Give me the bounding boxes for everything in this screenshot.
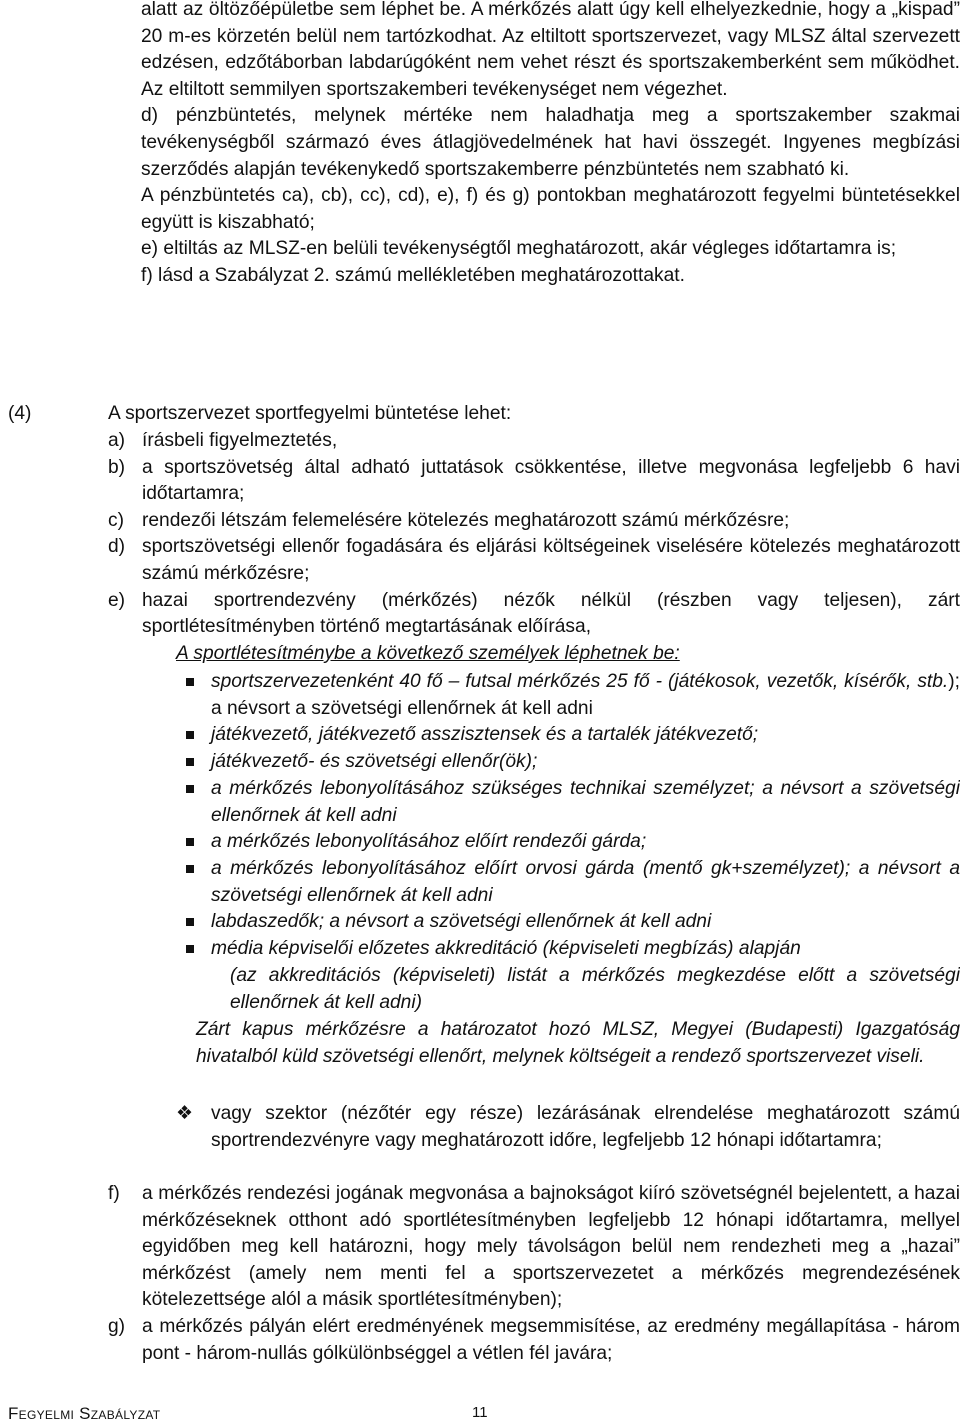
list-item: c) rendezői létszám felemelésére kötelezés meghatározott számú mérkőzésre; <box>108 509 790 531</box>
page-number: 11 <box>472 1404 488 1421</box>
square-bullet-icon <box>186 865 194 873</box>
square-bullet-icon <box>186 918 194 926</box>
bullet-item: játékvezető, játékvezető asszisztensek és a tartalék játékvezető; <box>176 722 960 749</box>
square-bullet-icon <box>186 678 194 686</box>
list-item: f) a mérkőzés rendezési jogának megvonása a bajnokságot kiíró szövetségnél bejelentett, a hazai mérkőzéseknek otthont adó sportlétesítményben legfeljebb 12 hónapi időtartamra, mellyel egyidőben meg kell határozni, hogy mely távolságon belül nem rendezheti meg a „hazai” mérkőzést (amely nem menti fel a sportszervezetet a mérkőzés megrendezésének kötelezettsége alól a másik sportlétesítményben); <box>108 1183 960 1311</box>
bullet-item: sportszervezetenként 40 fő – futsal mérkőzés 25 fő - (játékosok, vezetők, kísérők, stb.); a névsort a szövetségi ellenőrnek át kell adni <box>176 669 960 722</box>
list-item: e) hazai sportrendezvény (mérkőzés) nézők nélkül (részben vagy teljesen), zárt sportlétesítményben történő megtartásának előírása, <box>108 589 960 638</box>
square-bullet-icon <box>186 838 194 846</box>
section-number: (4) <box>8 403 32 424</box>
bullet-item-continuation: (az akkreditációs (képviseleti) listát a mérkőzés megkezdése előtt a szövetségi ellenőrnek át kell adni) <box>230 965 960 1013</box>
paragraph-d-penzbuntetes: d) pénzbüntetés, melynek mértéke nem haladhatja meg a sportszakember szakmai tevékenységből származó éves átlagjövedelmének hat havi összegét. Ingyenes megbízási szerződés alapján tevékenykedő sportszakemberre pénzbüntetés nem szabható ki. <box>141 105 960 180</box>
square-bullet-icon <box>186 945 194 953</box>
section-title: A sportszervezet sportfegyelmi büntetése lehet: <box>108 403 512 424</box>
penalty-list <box>108 428 960 641</box>
footer-title: Fegyelmi Szabályzat <box>8 1404 161 1423</box>
paragraph-penzbuntetes-combined: A pénzbüntetés ca), cb), cc), cd), e), f) és g) pontokban meghatározott fegyelmi büntetésekkel együtt is kiszabható; <box>141 185 960 233</box>
square-bullet-icon <box>186 785 194 793</box>
bullet-item: a mérkőzés lebonyolításához szükséges technikai személyzet; a névsort a szövetségi ellenőrnek át kell adni <box>176 776 960 829</box>
list-item: d) sportszövetségi ellenőr fogadására és eljárási költségeinek viselésére kötelezés meghatározott számú mérkőzésre; <box>108 536 960 584</box>
penalty-list-continued <box>108 1181 960 1367</box>
square-bullet-icon <box>186 758 194 766</box>
square-bullet-icon <box>186 731 194 739</box>
list-item: b) a sportszövetség által adható juttatások csökkentése, illetve megvonása legfeljebb 6 havi időtartamra; <box>108 456 960 505</box>
paragraph-eltiltas: alatt az öltözőépületbe sem léphet be. A mérkőzés alatt úgy kell elhelyezkednie, hogy a „kispad” 20 m-es körzetén belül nem tartózkodhat. Az eltiltott sportszervezet, vagy MLSZ által szervezett edzésen, edzőtáborban labdarúgóként nem vehet részt és sportszakemberként sem működhet. Az eltiltott semmilyen sportszakemberi tevékenységet nem végezhet. <box>141 0 960 100</box>
diamond-bullet-item: ❖ vagy szektor (nézőtér egy része) lezárásának elrendelése meghatározott számú sportrendezvényre vagy meghatározott időre, legfeljebb 12 hónapi időtartamra; <box>176 1103 960 1151</box>
section-4-heading <box>8 401 960 428</box>
list-item: a) írásbeli figyelmeztetés, <box>108 430 338 451</box>
bullet-item: a mérkőzés lebonyolításához előírt rendezői gárda; <box>176 829 960 856</box>
paragraph-f-lasd: f) lásd a Szabályzat 2. számú mellékletében meghatározottakat. <box>141 264 685 286</box>
intro-paragraph <box>141 0 960 290</box>
bullet-item: média képviselői előzetes akkreditáció (képviseleti megbízás) alapján <box>176 936 960 963</box>
list-item: g) a mérkőzés pályán elért eredményének megsemmisítése, az eredmény megállapítása - három pont - három-nullás gólkülönbséggel a vétlen fél javára; <box>108 1315 960 1364</box>
bullet-item: játékvezető- és szövetségi ellenőr(ök); <box>176 749 960 776</box>
bullet-item: labdaszedők; a névsort a szövetségi ellenőrnek át kell adni <box>176 909 960 936</box>
bullet-item: a mérkőzés lebonyolításához előírt orvosi gárda (mentő gk+személyzet); a névsort a szövetségi ellenőrnek át kell adni <box>176 856 960 909</box>
entry-allowed-heading: A sportlétesítménybe a következő személyek léphetnek be: <box>176 643 680 664</box>
closed-doors-note: Zárt kapus mérkőzésre a határozatot hozó MLSZ, Megyei (Budapesti) Igazgatóság hivatalból küld szövetségi ellenőrt, melynek költségeit a rendező sportszervezet viseli. <box>196 1019 960 1067</box>
diamond-bullet-icon: ❖ <box>176 1103 194 1124</box>
paragraph-e-eltiltas: e) eltiltás az MLSZ-en belüli tevékenységtől meghatározott, akár végleges időtartamra is; <box>141 238 897 260</box>
